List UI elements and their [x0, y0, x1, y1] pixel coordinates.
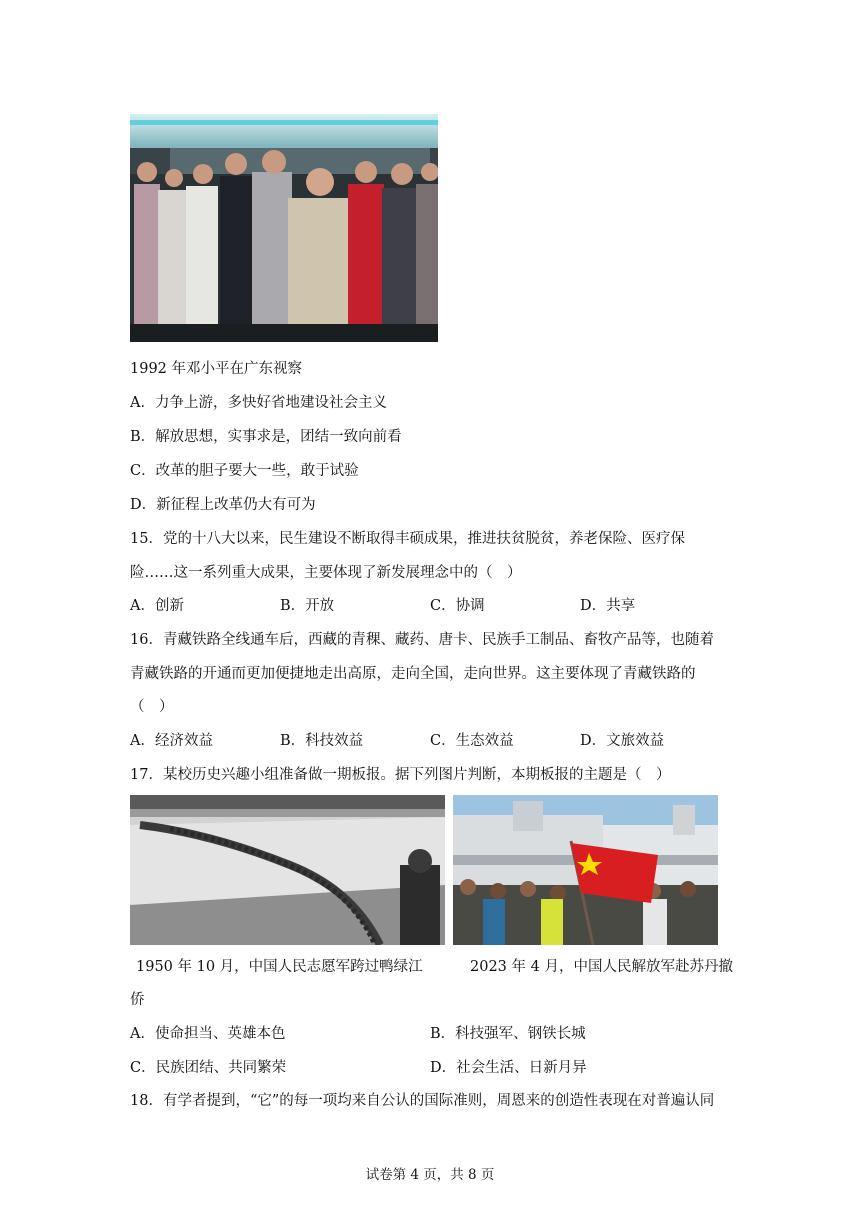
- q16-option-c[interactable]: C．生态效益: [430, 733, 514, 749]
- q15-option-c[interactable]: C．协调: [430, 598, 485, 614]
- q16-stem-line1: 16．青藏铁路全线通车后，西藏的青稞、藏药、唐卡、民族手工制品、畜牧产品等，也随着: [130, 632, 714, 648]
- q15-stem-line1: 15．党的十八大以来，民生建设不断取得丰硕成果，推进扶贫脱贫，养老保险、医疗保: [130, 531, 685, 547]
- q16-stem-line2: 青藏铁路的开通而更加便捷地走出高原，走向全国，走向世界。这主要体现了青藏铁路的: [130, 666, 696, 682]
- q17-option-b[interactable]: B．科技强军、钢铁长城: [430, 1026, 586, 1042]
- deng-xiaoping-inspection-photo: [130, 114, 438, 342]
- sudan-evacuation-photo: [453, 795, 718, 945]
- page-footer: 试卷第 4 页，共 8 页: [365, 1167, 495, 1183]
- photo-caption: 1992 年邓小平在广东视察: [130, 361, 303, 377]
- q17-stem: 17．某校历史兴趣小组准备做一期板报。据下列图片判断，本期板报的主题是（ ）: [130, 767, 671, 783]
- q14-option-a[interactable]: A．力争上游，多快好省地建设社会主义: [130, 395, 387, 411]
- q14-option-b[interactable]: B．解放思想，实事求是，团结一致向前看: [130, 429, 402, 445]
- q18-stem-line1: 18．有学者提到，“它”的每一项均来自公认的国际准则，周恩来的创造性表现在对普遍认同: [130, 1093, 715, 1109]
- q17-option-c[interactable]: C．民族团结、共同繁荣: [130, 1060, 287, 1076]
- q17-caption-left: 1950 年 10 月，中国人民志愿军跨过鸭绿江: [136, 959, 423, 975]
- volunteers-crossing-yalu-photo: [130, 795, 445, 945]
- q17-caption-right: 2023 年 4 月，中国人民解放军赴苏丹撤: [470, 959, 733, 975]
- q17-caption-wrap: 侨: [130, 992, 145, 1008]
- q14-option-c[interactable]: C．改革的胆子要大一些，敢于试验: [130, 463, 359, 479]
- q17-option-a[interactable]: A．使命担当、英雄本色: [130, 1026, 286, 1042]
- q16-stem-line3: （ ）: [130, 699, 174, 715]
- q17-option-d[interactable]: D．社会生活、日新月异: [430, 1060, 587, 1076]
- q15-option-d[interactable]: D．共享: [580, 598, 636, 614]
- q15-option-b[interactable]: B．开放: [280, 598, 335, 614]
- q16-option-a[interactable]: A．经济效益: [130, 733, 213, 749]
- q15-option-a[interactable]: A．创新: [130, 598, 184, 614]
- q14-option-d[interactable]: D．新征程上改革仍大有可为: [130, 497, 316, 513]
- q16-option-d[interactable]: D．文旅效益: [580, 733, 665, 749]
- q16-option-b[interactable]: B．科技效益: [280, 733, 364, 749]
- q15-stem-line2: 险……这一系列重大成果，主要体现了新发展理念中的（ ）: [130, 565, 522, 581]
